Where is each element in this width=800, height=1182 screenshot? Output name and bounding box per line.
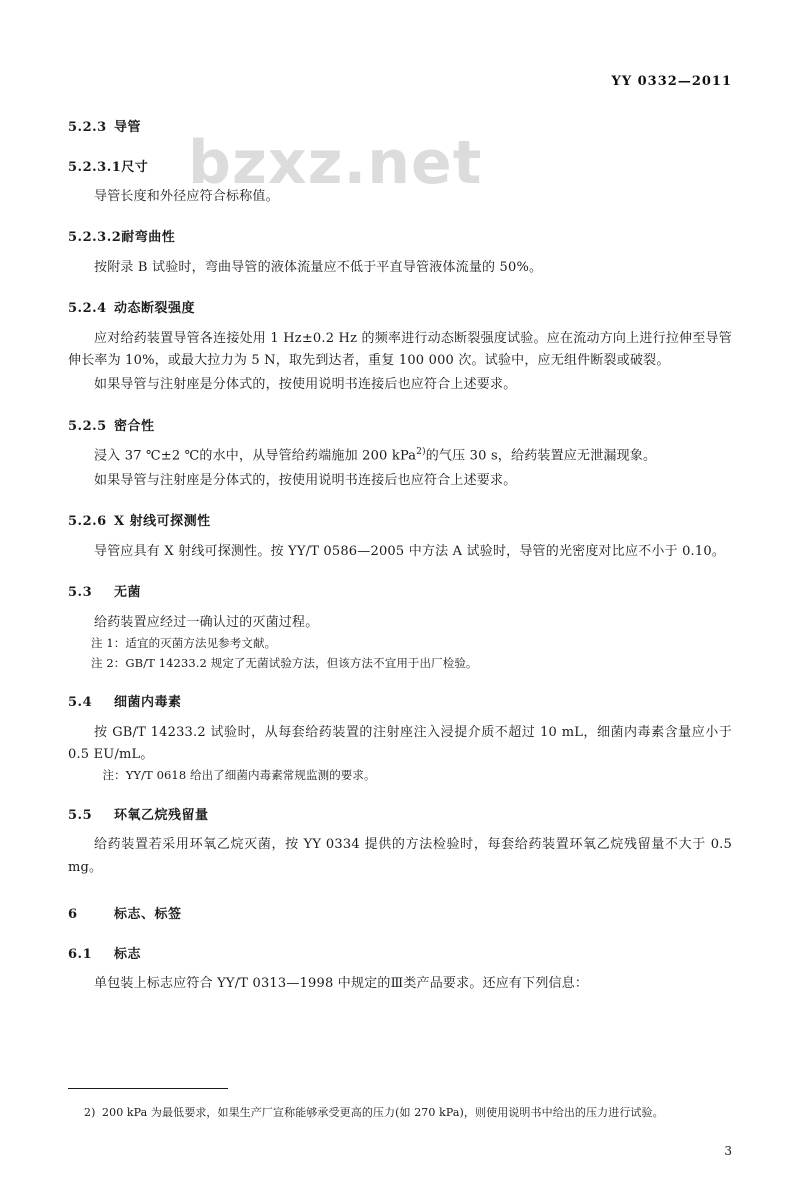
section-title: 标志、标签 [114, 907, 182, 923]
paragraph: 按 GB/T 14233.2 试验时，从每套给药装置的注射座注入浸提介质不超过 10 mL，细菌内毒素含量应小于 0.5 EU/mL。 [68, 724, 732, 763]
section-title: 动态断裂强度 [114, 301, 196, 317]
note: 注 1：适宜的灭菌方法见参考文献。 [91, 636, 277, 651]
page-header-standard-id: YY 0332—2011 [611, 74, 732, 89]
section-heading-5-2-4 [68, 299, 732, 319]
note: 注 2：GB/T 14233.2 规定了无菌试验方法，但该方法不宜用于出厂检验。 [91, 655, 478, 670]
section-number: 5.3 [68, 585, 93, 601]
paragraph: 如果导管与注射座是分体式的，按使用说明书连接后也应符合上述要求。 [94, 377, 517, 393]
section-number: 5.4 [68, 695, 93, 711]
section-heading-5-2-3-2 [68, 228, 732, 248]
section-number: 5.2.3 [68, 120, 107, 135]
section-number: 5.2.4 [68, 301, 107, 317]
paragraph: 给药装置应经过一确认过的灭菌过程。 [94, 614, 319, 630]
section-heading-6 [68, 905, 732, 925]
page-number: 3 [724, 1144, 732, 1158]
section-number: 5.2.3.1 [68, 159, 122, 175]
section-heading-5-2-6 [68, 512, 732, 532]
paragraph: 应对给药装置导管各连接处用 1 Hz±0.2 Hz 的频率进行动态断裂强度试验。应在流动方向上进行拉伸至导管伸长率为 10%，或最大拉力为 5 N，取先到达者，重复 100 000 次。试验中，应无组件断裂或破裂。 [68, 330, 732, 369]
paragraph: 导管长度和外径应符合标称值。 [94, 189, 279, 204]
paragraph: 给药装置若采用环氧乙烷灭菌，按 YY 0334 提供的方法检验时，每套给药装置环氧乙烷残留量不大于 0.5 mg。 [68, 837, 732, 875]
section-title: 导管 [114, 120, 142, 135]
section-number: 5.2.5 [68, 418, 107, 434]
section-title: 标志 [114, 946, 142, 962]
section-title: 密合性 [114, 418, 155, 434]
paragraph: 浸入 37 ℃±2 ℃的水中，从导管给药端施加 200 kPa$^{2)}$的气压 30 s，给药装置应无泄漏现象。 [94, 447, 657, 464]
section-title: 细菌内毒素 [114, 695, 182, 711]
paragraph: 单包装上标志应符合 YY/T 0313—1998 中规定的Ⅲ类产品要求。还应有下列信息： [94, 976, 589, 992]
section-number: 6 [68, 907, 78, 923]
footnote-text: 200 kPa 为最低要求，如果生产厂宣称能够承受更高的压力(如 270 kPa)，则使用说明书中给出的压力进行试验。 [102, 1106, 664, 1119]
section-heading-5-2-5 [68, 417, 732, 437]
section-title: 尺寸 [121, 159, 149, 175]
section-heading-5-2-3-1 [68, 158, 732, 178]
paragraph: 导管应具有 X 射线可探测性。按 YY/T 0586—2005 中方法 A 试验时，导管的光密度对比应不小于 0.10。 [94, 543, 726, 559]
watermark-text: bzxz.net [188, 128, 483, 198]
section-title: 耐弯曲性 [121, 230, 176, 246]
header-divider [68, 96, 732, 97]
section-heading-5-3 [68, 583, 732, 603]
section-number: 5.2.6 [68, 514, 107, 530]
section-number: 6.1 [68, 946, 93, 962]
footnote-marker: 2) [84, 1106, 96, 1119]
section-heading-5-4 [68, 693, 732, 713]
footnote-divider [68, 1088, 228, 1089]
section-title: 环氧乙烷残留量 [114, 807, 209, 823]
paragraph: 按附录 B 试验时，弯曲导管的液体流量应不低于平直导管液体流量的 50%。 [94, 259, 543, 275]
section-heading-6-1 [68, 945, 732, 965]
section-title: 无菌 [114, 585, 142, 601]
section-title: X 射线可探测性 [114, 514, 211, 530]
section-heading-5-2-3 [68, 118, 732, 138]
paragraph: 如果导管与注射座是分体式的，按使用说明书连接后也应符合上述要求。 [94, 472, 517, 488]
document-body [68, 118, 732, 996]
section-heading-5-5 [68, 806, 732, 826]
section-number: 5.5 [68, 807, 93, 823]
footnote [68, 1104, 732, 1122]
section-number: 5.2.3.2 [68, 230, 122, 246]
note: 注：YY/T 0618 给出了细菌内毒素常规监测的要求。 [102, 768, 376, 783]
